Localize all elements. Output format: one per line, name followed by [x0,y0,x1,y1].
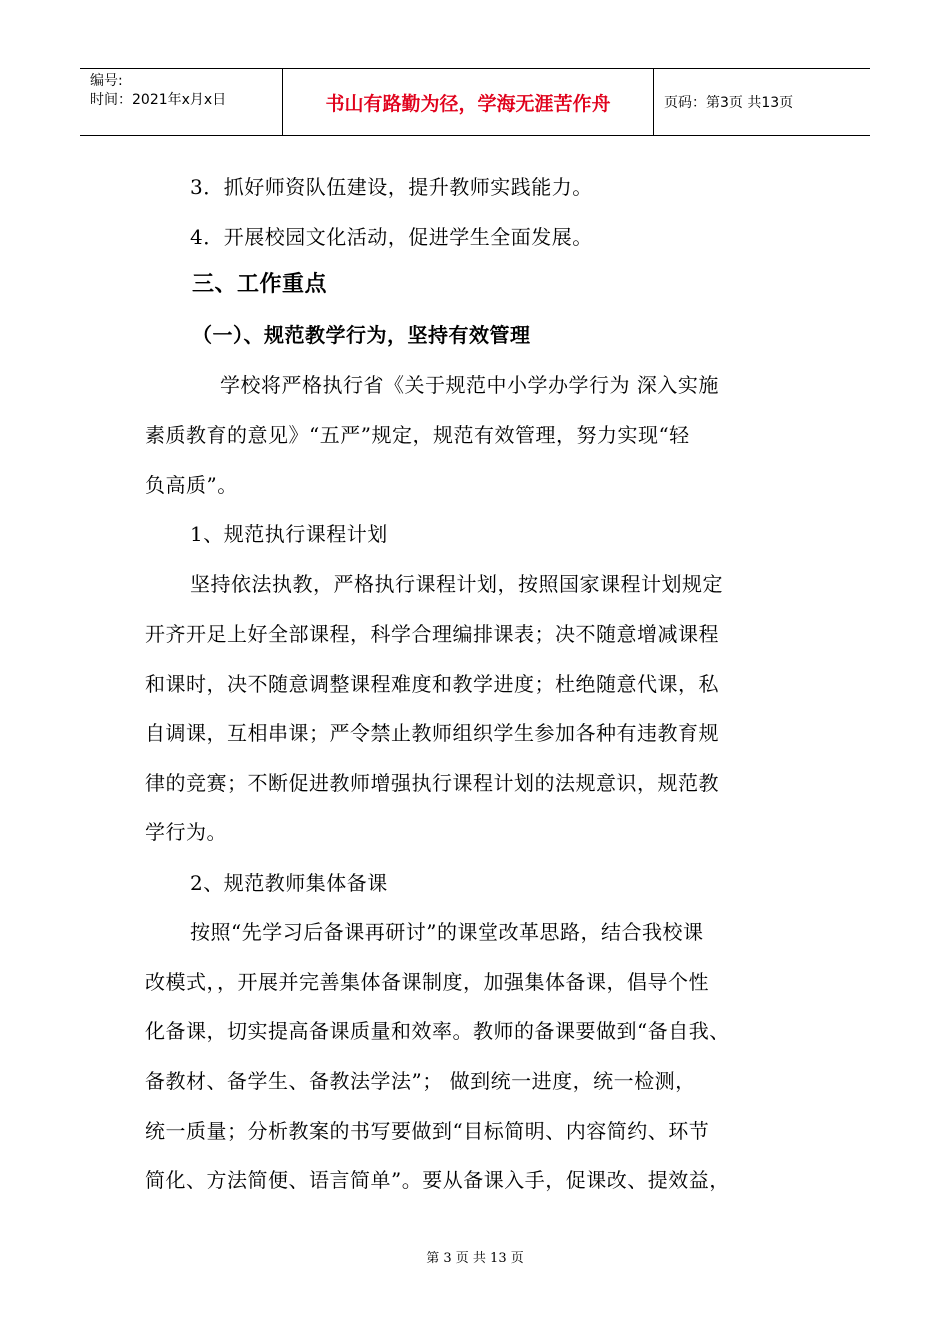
list-item-3: 3．抓好师资队伍建设，提升教师实践能力。 [190,175,593,199]
paragraph-line: 律的竞赛；不断促进教师增强执行课程计划的法规意识，规范教 [145,771,719,795]
header-motto: 书山有路勤为径，学海无涯苦作舟 [283,69,654,135]
list-item-4: 4．开展校园文化活动，促进学生全面发展。 [190,225,593,249]
paragraph-line: 和课时，决不随意调整课程难度和教学进度；杜绝随意代课，私 [145,672,719,696]
paragraph-line: 简化、方法简便、语言简单”。要从备课入手，促课改、提效益， [145,1168,730,1192]
header-meta [80,69,283,135]
paragraph-line: 开齐开足上好全部课程，科学合理编排课表；决不随意增减课程 [145,622,719,646]
paragraph-line: 备教材、备学生、备教法学法”； 做到统一进度，统一检测， [145,1069,696,1093]
point-title: 2、规范教师集体备课 [190,871,388,895]
paragraph-line: 自调课，互相串课；严令禁止教师组织学生参加各种有违教育规 [145,721,719,745]
document-header [80,68,870,136]
paragraph-line: 坚持依法执教，严格执行课程计划，按照国家课程计划规定 [190,572,723,596]
paragraph-line: 素质教育的意见》“五严”规定，规范有效管理，努力实现“轻 [145,423,690,447]
paragraph-line: 统一质量；分析教案的书写要做到“目标简明、内容简约、环节 [145,1119,710,1143]
header-page-info: 页码：第3页 共13页 [664,95,794,111]
document-date-label: 时间：2021年x月x日 [90,92,227,108]
paragraph-line: 学行为。 [145,820,227,844]
point-title: 1、规范执行课程计划 [190,522,388,546]
paragraph-line: 负高质”。 [145,473,238,497]
section-title: 三、工作重点 [192,272,328,297]
subsection-title: （一）、规范教学行为，坚持有效管理 [192,323,531,347]
page-footer: 第 3 页 共 13 页 [426,1251,524,1266]
document-number-label: 编号: [90,73,123,89]
paragraph-line: 按照“先学习后备课再研讨”的课堂改革思路，结合我校课 [190,920,704,944]
paragraph-line: 化备课，切实提高备课质量和效率。教师的备课要做到“备自我、 [145,1019,730,1043]
paragraph-line: 学校将严格执行省《关于规范中小学办学行为 深入实施 [220,373,719,397]
paragraph-line: 改模式，，开展并完善集体备课制度，加强集体备课，倡导个性 [145,970,709,994]
